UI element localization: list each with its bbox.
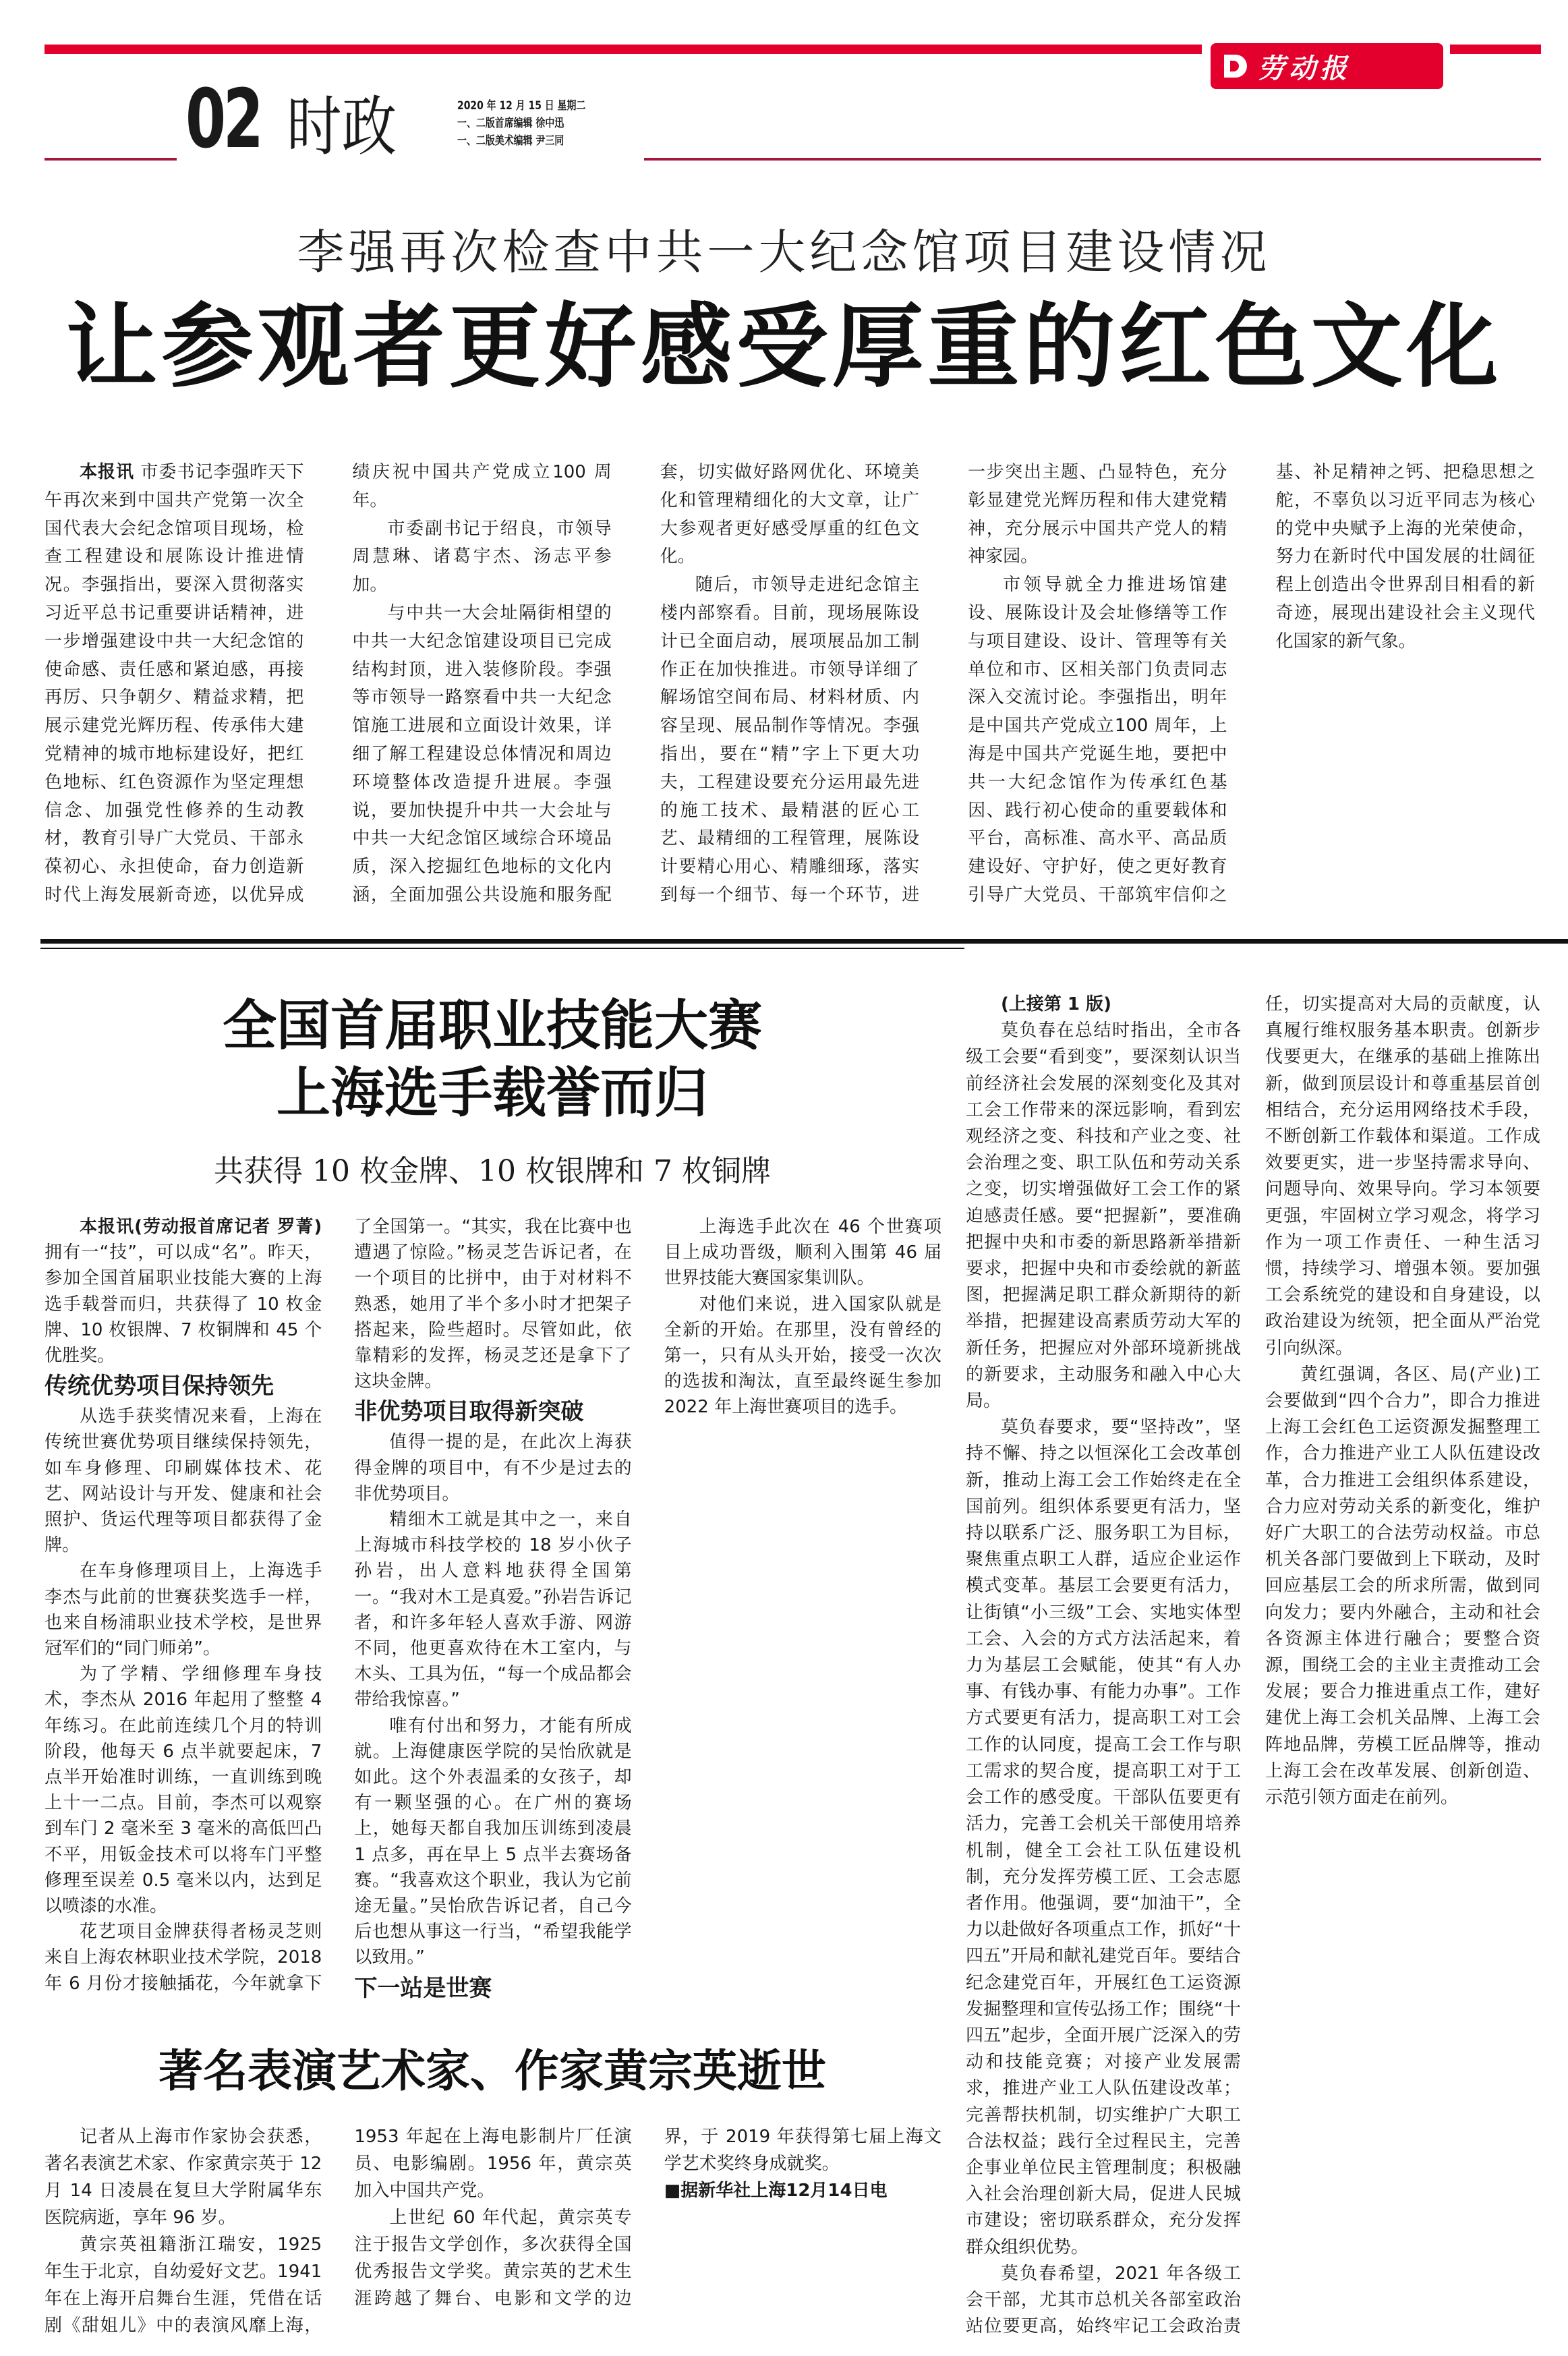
union-paragraph: 黄红强调，各区、局(产业)工会要做到“四个合力”，即合力推进上海工会红色工运资源发掘整理工作，合力推进产业工人队伍建设改革，合力推进工会组织体系建设，合力应对劳动关系的新变化，维护好广大职工的合法劳动权益。市总机关各部门要做到上下联动，及时回应基层工会的所求所需，做到同向发力；要内外融合，主动和社会各资源主体进行融合；要整合资源，围绕工会的主业主责推动工会发展；要合力推进重点工作，建好建优上海工会机关品牌、上海工会阵地品牌，劳模工匠品牌等，推动上海工会在改革发展、创新创造、示范引领方面走在前列。 — [1265, 1364, 1540, 1808]
skills-paragraph: 从选手获奖情况来看，上海在传统世赛优势项目继续保持领先，如车身修理、印刷媒体技术、花艺、网站设计与开发、健康和社会照护、货运代理等项目都获得了金牌。 — [45, 1406, 322, 1556]
continued-from-label: (上接第 1 版) — [1001, 994, 1111, 1014]
skills-paragraph: 唯有付出和努力，才能有所成就。上海健康医学院的吴怡欣就是如此。这个外表温柔的女孩子，却有一颗坚强的心。在广州的赛场上，她每天都自我加压训练到凌晨 1 点多，再在早上 5 点半去赛场备赛。“我喜欢这个职业，我认为它前途无量。”吴怡欣告诉记者，自己今后也想从事这一行当，“希望我能学以致用。” — [354, 1715, 632, 1968]
logo-mark-icon — [1224, 55, 1247, 78]
skills-intro: 本报讯(劳动报首席记者 罗菁)拥有一“技”，可以成“名”。昨天，参加全国首届职业技能大赛的上海选手载誉而归，共获得了 10 枚金牌、10 枚银牌、7 枚铜牌和 45 个优胜奖。 — [45, 1217, 322, 1367]
skills-paragraph: 在车身修理项目上，上海选手李杰与此前的世赛获奖选手一样，也来自杨浦职业技术学校，是世界冠军们的“同门师弟”。 — [45, 1561, 322, 1659]
skills-paragraph: 为了学精、学细修理车身技术，李杰从 2016 年起用了整整 4 年练习。在此前连续几个月的特训阶段，他每天 6 点半就要起床，7 点半开始准时训练，一直训练到晚上十一二点。目前，李杰可以观察到车门 2 毫米至 3 毫米的高低凹凸不平，用钣金技术可以将车门平整修理至误差 0.5 毫米以内，达到足以喷漆的水准。 — [45, 1664, 322, 1917]
skills-story-body — [45, 1214, 941, 2010]
obituary-paragraph: 记者从上海市作家协会获悉，著名表演艺术家、作家黄宗英于 12 月 14 日凌晨在复旦大学附属华东医院病逝，享年 96 岁。 — [45, 2127, 322, 2228]
edition-meta — [457, 97, 585, 150]
skills-section2-title: 非优势项目取得新突破 — [354, 1398, 584, 1426]
skills-headline-line2: 上海选手载誉而归 — [277, 1061, 708, 1124]
lead-kicker: 李强再次检查中共一大纪念馆项目建设情况 — [297, 225, 1271, 280]
date-line: 2020 年 12 月 15 日 星期二 — [457, 99, 586, 113]
section-divider-thin — [40, 948, 964, 949]
newspaper-logo — [1211, 43, 1443, 89]
skills-paragraph: 花艺项目金牌获得者杨灵芝则来自上海农林职业技术学院，2018 年 6 月份才接触插花，今年就拿下了全国第一。“其实，我在比赛中也遭遇了惊险。”杨灵芝告诉记者，在一个项目的比拼中，由于对材料不熟悉，她用了半个多小时才把架子搭起来，险些超时。尽管如此，依靠精彩的发挥，杨灵芝还是拿下了这块金牌。 — [45, 1217, 632, 1994]
chief-editor-line: 一、二版首席编辑 徐中迅 — [457, 117, 564, 130]
lead-paragraph: 市领导就全力推进场馆建设、展陈设计及会址修缮等工作与项目建设、设计、管理等有关单位和市、区相关部门负责同志深入交流讨论。李强指出，明年是中国共产党成立100 周年，上海是中国共产党诞生地，要把中共一大纪念馆作为传承红色基因、践行初心使命的重要载体和平台，高标准、高水平、高品质建设好、守护好，使之更好教育引导广大党员、干部筑牢信仰之基、补足精神之钙、把稳思想之舵，不辜负以习近平同志为核心的党中央赋予上海的光荣使命，努力在新时代中国发展的壮阔征程上创造出令世界刮目相看的新奇迹，展现出建设社会主义现代化国家的新气象。 — [968, 462, 1535, 905]
logo-text: 劳动报 — [1258, 52, 1351, 84]
obituary-paragraph: 上世纪 60 年代起，黄宗英专注于报告文学创作，多次获得全国优秀报告文学奖。黄宗英的艺术生涯跨越了舞台、电影和文学的边界，于 2019 年获得第七届上海文学艺术奖终身成就奖。 — [354, 2127, 941, 2309]
page-number: 02 — [185, 73, 261, 167]
lead-paragraph: 市委副书记于绍良，市领导周慧琳、诸葛宇杰、汤志平参加。 — [352, 518, 612, 596]
obituary-paragraph: 黄宗英祖籍浙江瑞安，1925 年生于北京，自幼爱好文艺。1941 年在上海开启舞台生涯，凭借在话剧《甜姐儿》中的表演风靡上海，1953 年起在上海电影制片厂任演员、电影编剧。1956 年，黄宗英加入中国共产党。 — [45, 2127, 632, 2336]
lead-headline: 让参观者更好感受厚重的红色文化 — [65, 293, 1503, 401]
section-divider — [40, 939, 1568, 944]
skills-paragraph: 上海选手此次在 46 个世赛项目上成功晋级，顺利入围第 46 届世界技能大赛国家集训队。 — [664, 1217, 941, 1289]
lead-paragraph: 本报讯 市委书记李强昨天下午再次来到中国共产党第一次全国代表大会纪念馆项目现场，检查工程建设和展陈设计推进情况。李强指出，要深入贯彻落实习近平总书记重要讲话精神，进一步增强建设中共一大纪念馆的使命感、责任感和紧迫感，再接再厉、只争朝夕、精益求精，把展示建党光辉历程、传承伟大建党精神的城市地标建设好，把红色地标、红色资源作为坚定理想信念、加强党性修养的生动教材，教育引导广大党员、干部永葆初心、永担使命，奋力创造新时代上海发展新奇迹，以优异成绩庆祝中国共产党成立100 周年。 — [45, 462, 612, 905]
lead-dateline: 本报讯 — [80, 462, 135, 482]
lead-paragraph: 随后，市领导走进纪念馆主楼内部察看。目前，现场展陈设计已全面启动，展项展品加工制作正在加快推进。市领导详细了解场馆空间布局、材料材质、内容呈现、展品制作等情况。李强指出，要在“精”字上下更大功夫，工程建设要充分运用最先进的施工技术、最精湛的匠心工艺、最精细的工程管理，展陈设计要精心用心、精雕细琢，落实到每一个细节、每一个环节，进一步突出主题、凸显特色，充分彰显建党光辉历程和伟大建党精神，充分展示中国共产党人的精神家园。 — [660, 462, 1227, 905]
skills-paragraph: 值得一提的是，在此次上海获得金牌的项目中，有不少是过去的非优势项目。 — [354, 1432, 632, 1504]
skills-headline-line1: 全国首届职业技能大赛 — [223, 994, 762, 1057]
obituary-body — [45, 2123, 941, 2339]
masthead-rule-left — [45, 158, 177, 161]
lead-paragraph: 与中共一大会址隔街相望的中共一大纪念馆建设项目已完成结构封顶，进入装修阶段。李强等市领导一路察看中共一大纪念馆施工进展和立面设计效果，详细了解工程建设总体情况和周边环境整体改造提升进展。李强说，要加快提升中共一大会址与中共一大纪念馆区域综合环境品质，深入挖掘红色地标的文化内涵，全面加强公共设施和服务配套，切实做好路网优化、环境美化和管理精细化的大文章，让广大参观者更好感受厚重的红色文化。 — [352, 462, 920, 905]
union-story-body — [966, 992, 1540, 2340]
skills-section1-title: 传统优势项目保持领先 — [45, 1373, 274, 1400]
skills-section3-title: 下一站是世赛 — [354, 1974, 492, 2002]
skills-dateline: 本报讯(劳动报首席记者 罗菁) — [80, 1217, 322, 1237]
skills-headline — [40, 992, 944, 1126]
top-red-rule-right — [1450, 45, 1541, 54]
union-paragraph: 莫负春要求，要“坚持改”，坚持不懈、持之以恒深化工会改革创新，推动上海工会工作始终走在全国前列。组织体系要更有活力，坚持以联系广泛、服务职工为目标，聚焦重点职工人群，适应企业运作模式变革。基层工会要更有活力，让街镇“小三级”工会、实地实体型工会、入会的方式方法活起来，着力为基层工会赋能，使其“有人办事、有钱办事、有能力办事”。工作方式要更有活力，提高职工对工会工作的认同度，提高工会工作与职工需求的契合度，提高职工对于工会工作的感受度。干部队伍要更有活力，完善工会机关干部使用培养机制，健全工会社工队伍建设机制，充分发挥劳模工匠、工会志愿者作用。他强调，要“加油干”，全力以赴做好各项重点工作，抓好“十四五”开局和献礼建党百年。要结合纪念建党百年，开展红色工运资源发掘整理和宣传弘扬工作；围绕“十四五”起步，全面开展广泛深入的劳动和技能竞赛；对接产业发展需求，推进产业工人队伍建设改革；完善帮扶机制，切实维护广大职工合法权益；践行全过程民主，完善企事业单位民主管理制度；积极融入社会治理创新大局，促进人民城市建设；密切联系群众，充分发挥群众组织优势。 — [966, 1417, 1241, 2258]
masthead-rule-right — [644, 158, 1541, 161]
skills-paragraph: 精细木工就是其中之一，来自上海城市科技学校的 18 岁小伙子孙岩，出人意料地获得全国第一。“我对木工是真爱。”孙岩告诉记者，和许多年轻人喜欢手游、网游不同，他更喜欢待在木工室内，与木头、工具为伍，“每一个成品都会带给我惊喜。” — [354, 1510, 632, 1711]
art-editor-line: 一、二版美术编辑 尹三同 — [457, 134, 564, 148]
union-paragraph: 莫负春希望，2021 年各级工会干部，尤其市总机关各部室政治站位要更高，始终牢记工会政治责任，切实提高对大局的贡献度，认真履行维权服务基本职责。创新步伐要更大，在继承的基础上推陈出新，做到顶层设计和尊重基层首创相结合，充分运用网络技术手段，不断创新工作载体和渠道。工作成效要更实，进一步坚持需求导向、问题导向、效果导向。学习本领要更强，牢固树立学习观念，将学习作为一项工作责任、一种生活习惯，持续学习、增强本领。要加强工会系统党的建设和自身建设，以政治建设为统领，把全面从严治党引向纵深。 — [966, 994, 1540, 2337]
union-paragraph: 莫负春在总结时指出，全市各级工会要“看到变”，要深刻认识当前经济社会发展的深刻变化及其对工会工作带来的深远影响，看到宏观经济之变、科技和产业之变、社会治理之变、职工队伍和劳动关系之变，切实增强做好工会工作的紧迫感责任感。要“把握新”，要准确把握中央和市委的新思路新举措新要求，把握中央和市委绘就的新蓝图，把握满足职工群众新期待的新举措，把握建设高素质劳动大军的新任务，把握应对外部环境新挑战的新要求，主动服务和融入中心大局。 — [966, 1021, 1241, 1412]
top-red-rule — [45, 45, 1202, 54]
obituary-source: ■据新华社上海12月14日电 — [664, 2181, 888, 2201]
skills-subheadline: 共获得 10 枚金牌、10 枚银牌和 7 枚铜牌 — [214, 1154, 771, 1188]
lead-story-body — [45, 459, 1535, 931]
section-name: 时政 — [287, 89, 397, 165]
obituary-headline: 著名表演艺术家、作家黄宗英逝世 — [158, 2044, 826, 2097]
skills-paragraph: 对他们来说，进入国家队就是全新的开始。在那里，没有曾经的第一，只有从头开始，接受一次次的选拔和淘汰，直至最终诞生参加 2022 年上海世赛项目的选手。 — [664, 1294, 941, 1418]
